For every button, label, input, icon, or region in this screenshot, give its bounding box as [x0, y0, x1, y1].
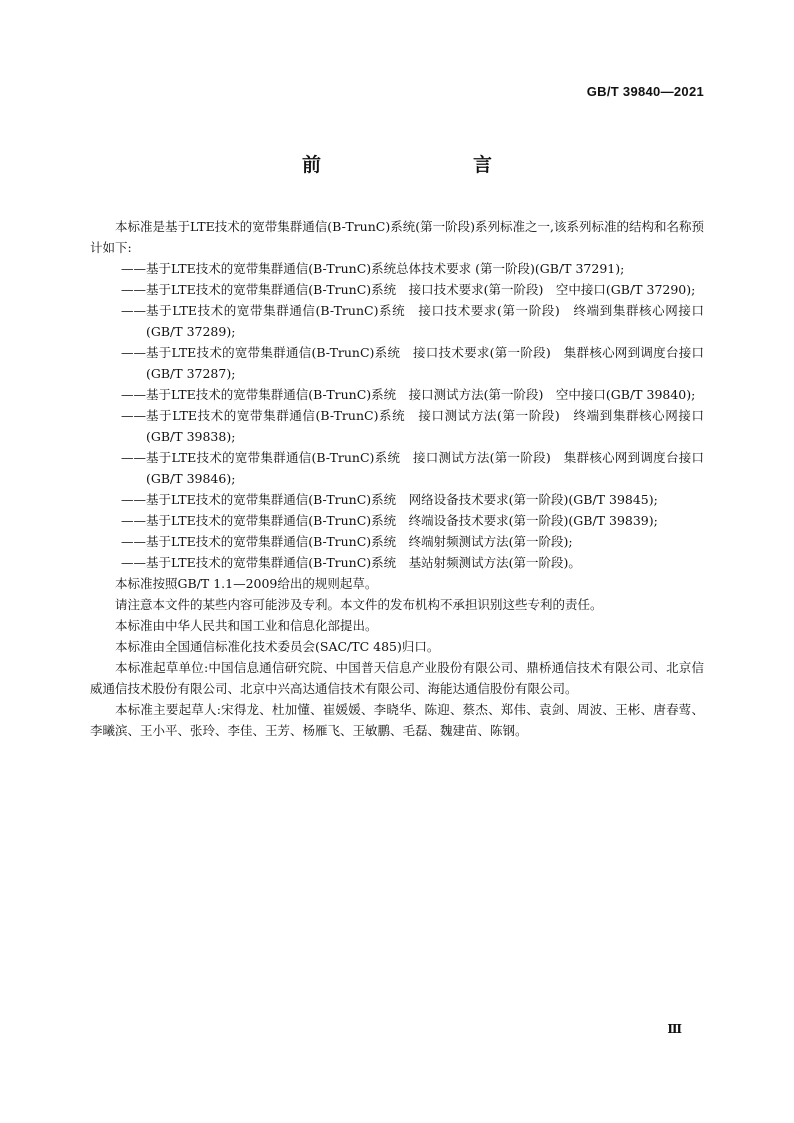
- standard-code: GB/T 39840—2021: [586, 84, 704, 99]
- list-item-text: 基于LTE技术的宽带集群通信(B-TrunC)系统 接口技术要求(第一阶段) 空中接口(GB/T 37290);: [146, 282, 696, 297]
- drafting-organizations-paragraph: 本标准起草单位:中国信息通信研究院、中国普天信息产业股份有限公司、鼎桥通信技术有限公司、北京信威通信技术股份有限公司、北京中兴高达通信技术有限公司、海能达通信股份有限公司。: [90, 660, 704, 696]
- list-item-text: 基于LTE技术的宽带集群通信(B-TrunC)系统 接口技术要求(第一阶段) 集群核心网到调度台接口(GB/T 37287);: [146, 345, 704, 381]
- technical-committee-paragraph: 本标准由全国通信标准化技术委员会(SAC/TC 485)归口。: [115, 639, 440, 654]
- dash-marker: ——: [121, 282, 146, 297]
- dash-marker: ——: [121, 534, 146, 549]
- dash-marker: ——: [121, 513, 146, 528]
- list-item-text: 基于LTE技术的宽带集群通信(B-TrunC)系统 终端射频测试方法(第一阶段);: [146, 534, 573, 549]
- list-item-text: 基于LTE技术的宽带集群通信(B-TrunC)系统 网络设备技术要求(第一阶段)(GB/T 39845);: [146, 492, 658, 507]
- list-item: [90, 552, 704, 573]
- dash-marker: ——: [121, 261, 146, 276]
- list-item: [90, 342, 704, 384]
- list-item-text: 基于LTE技术的宽带集群通信(B-TrunC)系统 接口测试方法(第一阶段) 集群核心网到调度台接口(GB/T 39846);: [146, 450, 704, 486]
- page-title: 前 言: [301, 154, 530, 176]
- dash-marker: ——: [121, 555, 146, 570]
- list-item: [90, 447, 704, 489]
- list-item-text: 基于LTE技术的宽带集群通信(B-TrunC)系统 终端设备技术要求(第一阶段)(GB/T 39839);: [146, 513, 658, 528]
- drafting-rule-paragraph: 本标准按照GB/T 1.1—2009给出的规则起草。: [115, 576, 378, 591]
- list-item-text: 基于LTE技术的宽带集群通信(B-TrunC)系统 接口测试方法(第一阶段) 空中接口(GB/T 39840);: [146, 387, 696, 402]
- dash-marker: ——: [121, 345, 146, 360]
- drafters-paragraph: 本标准主要起草人:宋得龙、杜加懂、崔媛媛、李晓华、陈迎、蔡杰、郑伟、袁剑、周波、王彬、唐春莺、李曦滨、王小平、张玲、李佳、王芳、杨雁飞、王敏鹏、毛磊、魏建苗、陈钢。: [90, 702, 704, 738]
- list-item: [90, 531, 704, 552]
- dash-marker: ——: [121, 450, 146, 465]
- dash-marker: ——: [121, 408, 146, 423]
- list-item: [90, 384, 704, 405]
- list-item-text: 基于LTE技术的宽带集群通信(B-TrunC)系统 接口技术要求(第一阶段) 终端到集群核心网接口(GB/T 37289);: [146, 303, 704, 339]
- page-number: Ⅲ: [667, 1022, 682, 1036]
- list-item: [90, 510, 704, 531]
- list-item-text: 基于LTE技术的宽带集群通信(B-TrunC)系统 接口测试方法(第一阶段) 终端到集群核心网接口(GB/T 39838);: [146, 408, 704, 444]
- dash-marker: ——: [121, 492, 146, 507]
- dash-marker: ——: [121, 303, 146, 318]
- dash-marker: ——: [121, 387, 146, 402]
- series-list: [90, 258, 704, 573]
- list-item-text: 基于LTE技术的宽带集群通信(B-TrunC)系统 基站射频测试方法(第一阶段)。: [146, 555, 581, 570]
- list-item: [90, 405, 704, 447]
- list-item: [90, 279, 704, 300]
- list-item: [90, 258, 704, 279]
- proposer-paragraph: 本标准由中华人民共和国工业和信息化部提出。: [115, 618, 378, 633]
- intro-paragraph: 本标准是基于LTE技术的宽带集群通信(B-TrunC)系统(第一阶段)系列标准之一,该系列标准的结构和名称预计如下:: [90, 219, 704, 255]
- document-body: [90, 216, 704, 741]
- list-item: [90, 300, 704, 342]
- list-item-text: 基于LTE技术的宽带集群通信(B-TrunC)系统总体技术要求 (第一阶段)(GB/T 37291);: [146, 261, 625, 276]
- patent-notice-paragraph: 请注意本文件的某些内容可能涉及专利。本文件的发布机构不承担识别这些专利的责任。: [115, 597, 603, 612]
- list-item: [90, 489, 704, 510]
